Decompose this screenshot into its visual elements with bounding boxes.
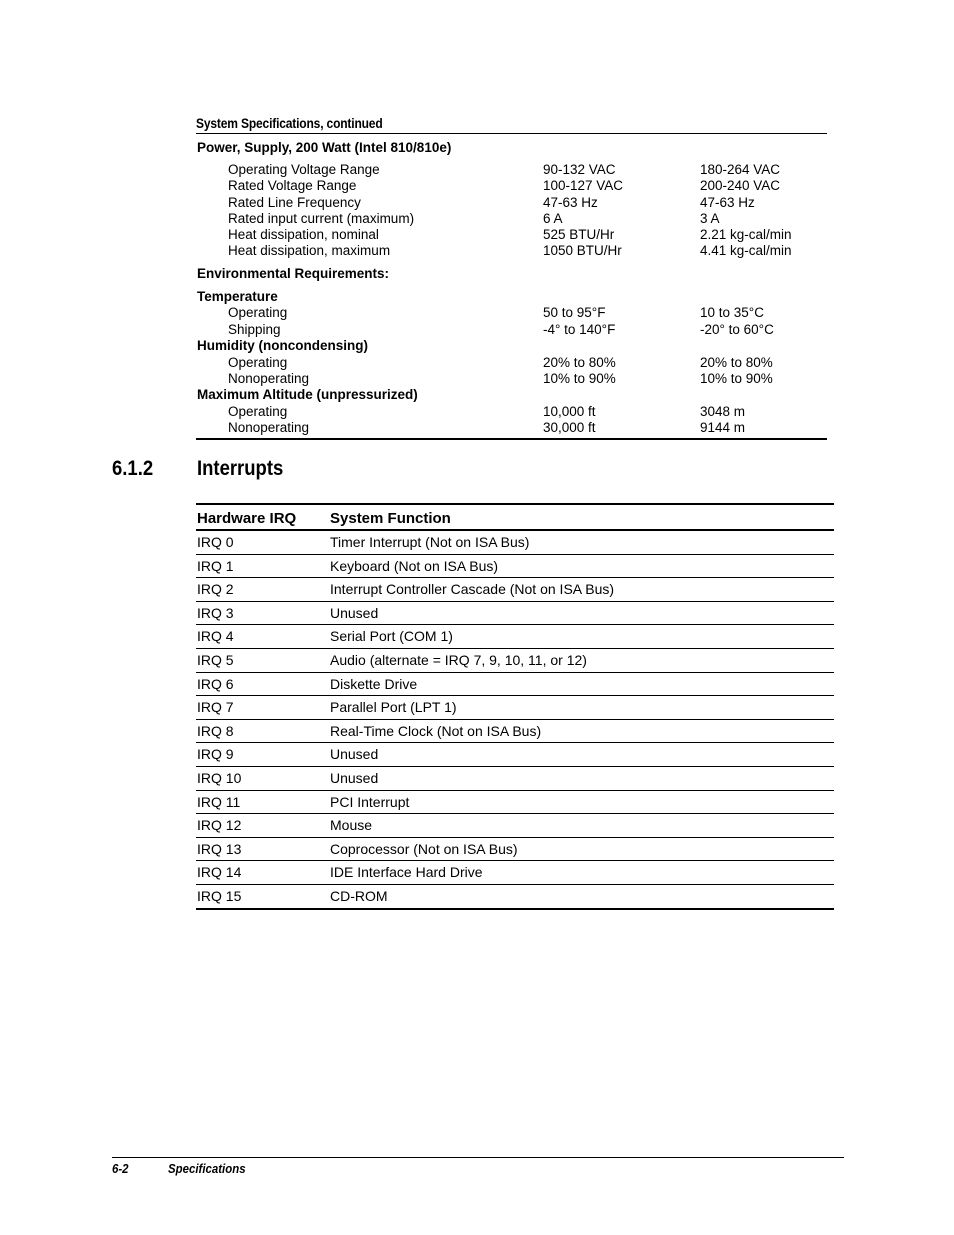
- function-cell: Keyboard (Not on ISA Bus): [330, 557, 499, 574]
- function-cell: Coprocessor (Not on ISA Bus): [330, 840, 518, 857]
- irq-cell: IRQ 7: [197, 699, 234, 716]
- irq-cell: IRQ 3: [197, 604, 234, 621]
- spec-label: Heat dissipation, nominal: [228, 227, 379, 242]
- spec-label: Operating: [228, 355, 288, 370]
- spec-row: [0, 370, 954, 387]
- temperature-heading-row: [0, 288, 954, 305]
- env-heading: Environmental Requirements:: [197, 266, 390, 281]
- spec-row: [0, 194, 954, 211]
- table-row: [196, 791, 834, 815]
- function-cell: Audio (alternate = IRQ 7, 9, 10, 11, or 12): [330, 651, 587, 668]
- spec-value-secondary: 200-240 VAC: [700, 178, 781, 193]
- spec-value-primary: 525 BTU/Hr: [543, 227, 615, 242]
- irq-cell: IRQ 9: [197, 746, 234, 763]
- spec-value-primary: 6 A: [543, 211, 563, 226]
- section-title: Interrupts: [197, 457, 284, 480]
- function-cell: IDE Interface Hard Drive: [330, 864, 483, 881]
- spec-value-primary: 10% to 90%: [543, 371, 616, 386]
- humidity-heading: Humidity (noncondensing): [197, 338, 368, 353]
- function-cell: Parallel Port (LPT 1): [330, 699, 457, 716]
- power-heading-row: [0, 139, 954, 156]
- spec-value-primary: 1050 BTU/Hr: [543, 243, 622, 258]
- spec-row: [0, 242, 954, 259]
- altitude-heading: Maximum Altitude (unpressurized): [197, 387, 418, 402]
- function-cell: Unused: [330, 769, 379, 786]
- irq-cell: IRQ 5: [197, 651, 234, 668]
- spec-value-secondary: 9144 m: [700, 420, 746, 435]
- spec-row: [0, 161, 954, 178]
- irq-cell: IRQ 13: [197, 840, 242, 857]
- spec-value-secondary: 180-264 VAC: [700, 162, 781, 177]
- table-row: [196, 814, 834, 838]
- function-cell: Diskette Drive: [330, 675, 418, 692]
- function-cell: Real-Time Clock (Not on ISA Bus): [330, 722, 542, 739]
- spec-value-primary: 90-132 VAC: [543, 162, 616, 177]
- spec-value-primary: -4° to 140°F: [543, 322, 616, 337]
- spec-table-top-rule: [196, 133, 827, 134]
- spec-value-primary: 50 to 95°F: [543, 305, 606, 320]
- table-row: [196, 578, 834, 602]
- irq-cell: IRQ 15: [197, 887, 242, 904]
- irq-column-header: Hardware IRQ: [197, 510, 297, 527]
- spec-row: [0, 226, 954, 243]
- footer-rule: [112, 1157, 844, 1158]
- spec-value-secondary: 2.21 kg-cal/min: [700, 227, 792, 242]
- humidity-heading-row: [0, 337, 954, 354]
- function-cell: Serial Port (COM 1): [330, 628, 453, 645]
- spec-row: [0, 210, 954, 227]
- env-heading-row: [0, 265, 954, 282]
- irq-cell: IRQ 2: [197, 581, 234, 598]
- table-row: [196, 861, 834, 885]
- table-row: [196, 885, 834, 910]
- irq-cell: IRQ 4: [197, 628, 234, 645]
- function-cell: Interrupt Controller Cascade (Not on ISA Bus): [330, 581, 615, 598]
- temperature-heading: Temperature: [197, 289, 278, 304]
- table-row: [196, 625, 834, 649]
- power-heading: Power, Supply, 200 Watt (Intel 810/810e): [197, 140, 452, 155]
- function-column-header: System Function: [330, 510, 451, 527]
- table-row: [196, 743, 834, 767]
- spec-value-secondary: 10% to 90%: [700, 371, 773, 386]
- spec-label: Rated Voltage Range: [228, 178, 357, 193]
- function-cell: Unused: [330, 746, 379, 763]
- spec-value-secondary: 47-63 Hz: [700, 195, 755, 210]
- altitude-heading-row: [0, 386, 954, 403]
- spec-value-secondary: 3048 m: [700, 404, 746, 419]
- function-cell: Unused: [330, 604, 379, 621]
- irq-cell: IRQ 1: [197, 557, 234, 574]
- spec-label: Operating: [228, 305, 288, 320]
- table-row: [196, 696, 834, 720]
- spec-value-secondary: 4.41 kg-cal/min: [700, 243, 792, 258]
- spec-value-primary: 10,000 ft: [543, 404, 596, 419]
- function-cell: CD-ROM: [330, 887, 388, 904]
- table-row: [196, 602, 834, 626]
- spec-label: Shipping: [228, 322, 281, 337]
- irq-cell: IRQ 11: [197, 793, 241, 810]
- spec-label: Nonoperating: [228, 371, 310, 386]
- footer-section-name: Specifications: [168, 1161, 246, 1176]
- function-cell: Timer Interrupt (Not on ISA Bus): [330, 534, 530, 550]
- table-row: [196, 673, 834, 697]
- irq-cell: IRQ 6: [197, 675, 234, 692]
- footer-page-number: 6-2: [112, 1161, 129, 1176]
- irq-cell: IRQ 0: [197, 534, 234, 550]
- spec-label: Operating: [228, 404, 288, 419]
- irq-cell: IRQ 10: [197, 769, 242, 786]
- spec-row: [0, 419, 954, 436]
- spec-label: Operating Voltage Range: [228, 162, 380, 177]
- spec-value-secondary: 3 A: [700, 211, 720, 226]
- table-row: [196, 838, 834, 862]
- spec-value-secondary: -20° to 60°C: [700, 322, 774, 337]
- table-row: [196, 555, 834, 579]
- spec-table-bottom-rule: [196, 438, 827, 440]
- spec-value-primary: 20% to 80%: [543, 355, 616, 370]
- section-number: 6.1.2: [112, 457, 154, 480]
- spec-value-primary: 30,000 ft: [543, 420, 596, 435]
- irq-cell: IRQ 14: [197, 864, 242, 881]
- table-row: [196, 649, 834, 673]
- spec-row: [0, 304, 954, 321]
- spec-value-primary: 47-63 Hz: [543, 195, 598, 210]
- function-cell: Mouse: [330, 817, 373, 834]
- irq-cell: IRQ 8: [197, 722, 234, 739]
- spec-value-secondary: 10 to 35°C: [700, 305, 764, 320]
- table-row: [196, 767, 834, 791]
- table-row: [196, 531, 834, 555]
- spec-label: Rated Line Frequency: [228, 195, 361, 210]
- spec-value-secondary: 20% to 80%: [700, 355, 773, 370]
- function-cell: PCI Interrupt: [330, 793, 410, 810]
- irq-table-header: [196, 503, 834, 531]
- spec-label: Rated input current (maximum): [228, 211, 415, 226]
- spec-row: [0, 177, 954, 194]
- table-row: [196, 720, 834, 744]
- spec-row: [0, 321, 954, 338]
- irq-cell: IRQ 12: [197, 817, 242, 834]
- spec-label: Heat dissipation, maximum: [228, 243, 391, 258]
- spec-row: [0, 403, 954, 420]
- spec-table-caption: System Specifications, continued: [196, 115, 383, 131]
- spec-row: [0, 354, 954, 371]
- irq-table: [196, 503, 834, 910]
- spec-value-primary: 100-127 VAC: [543, 178, 624, 193]
- spec-label: Nonoperating: [228, 420, 310, 435]
